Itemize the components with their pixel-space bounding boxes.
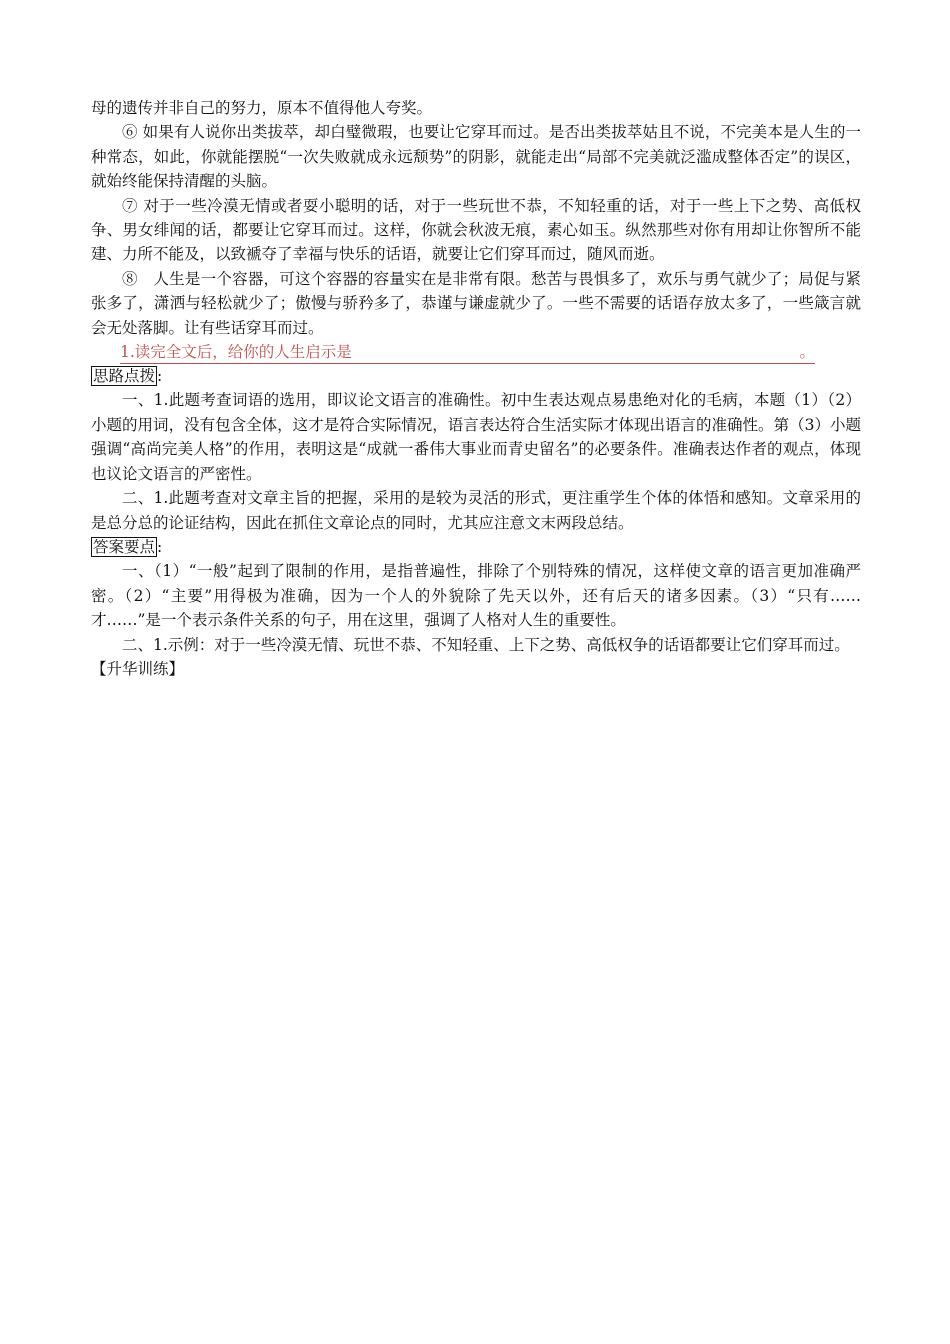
answers-colon: : [157, 537, 163, 556]
answers-paragraph-1: 一、（1）“一般”起到了限制的作用，是指普遍性，排除了个别特殊的情况，这样使文章的语言更加准确严密。（2）“主要”用得极为准确，因为一个人的外貌除了先天以外，还有后天的诸多因素。（3）“只有……才……”是一个表示条件关系的句子，用在这里，强调了人格对人生的重要性。 [91, 562, 861, 630]
hints-colon: : [157, 367, 163, 386]
question-1-end: 。 [799, 343, 815, 362]
passage-paragraph-8: ⑧ 人生是一个容器，可这个容器的容量实在是非常有限。愁苦与畏惧多了，欢乐与勇气就少了；局促与紧张多了，潇洒与轻松就少了；傲慢与骄矜多了，恭谨与谦虚就少了。一些不需要的话语存放太多了，一些箴言就会无处落脚。让有些话穿耳而过。 [91, 269, 861, 337]
document-page [91, 96, 861, 681]
question-1 [120, 342, 815, 364]
hints-heading: 思路点拨 [93, 367, 156, 386]
question-1-text: 1.读完全文后，给你的人生启示是 [120, 343, 352, 362]
hints-paragraph-2: 二、1.此题考查对文章主旨的把握，采用的是较为灵活的形式，更注重学生个体的体悟和感知。文章采用的是总分总的论证结构，因此在抓住文章论点的同时，尤其应注意文末两段总结。 [91, 489, 861, 532]
passage-paragraph-7: ⑦ 对于一些冷漠无情或者耍小聪明的话，对于一些玩世不恭，不知轻重的话，对于一些上下之势、高低权争、男女绯闻的话，都要让它穿耳而过。这样，你就会秋波无痕，素心如玉。纵然那些对你有用却让你智所不能建、力所不能及，以致褫夺了幸福与快乐的话语，就要让它们穿耳而过，随风而逝。 [91, 196, 861, 264]
answers-paragraph-2: 二、1.示例：对于一些冷漠无情、玩世不恭、不知轻重、上下之势、高低权争的话语都要让它们穿耳而过。 [122, 635, 850, 654]
passage-paragraph-5-end: 母的遗传并非自己的努力，原本不值得他人夸奖。 [91, 99, 433, 117]
hints-heading-line [91, 364, 861, 388]
answers-heading-line [91, 535, 861, 559]
passage-paragraph-6: ⑥ 如果有人说你出类拔萃，却白璧微瑕，也要让它穿耳而过。是否出类拔萃姑且不说，不完美本是人生的一种常态，如此，你就能摆脱“一次失败就成永远颓势”的阴影，就能走出“局部不完美就泛滥成整体否定”的误区，就始终能保持清醒的头脑。 [91, 123, 861, 191]
answers-heading: 答案要点 [93, 537, 156, 556]
hints-paragraph-1: 一、1.此题考查词语的选用，即议论文语言的准确性。初中生表达观点易患绝对化的毛病，本题（1）（2）小题的用词，没有包含全体，这才是符合实际情况，语言表达符合生活实际才体现出语言的准确性。第（3）小题强调“高尚完美人格”的作用，表明这是“成就一番伟大事业而青史留名”的必要条件。准确表达作者的观点，体现也议论文语言的严密性。 [91, 391, 861, 483]
section-label: 【升华训练】 [91, 659, 185, 678]
